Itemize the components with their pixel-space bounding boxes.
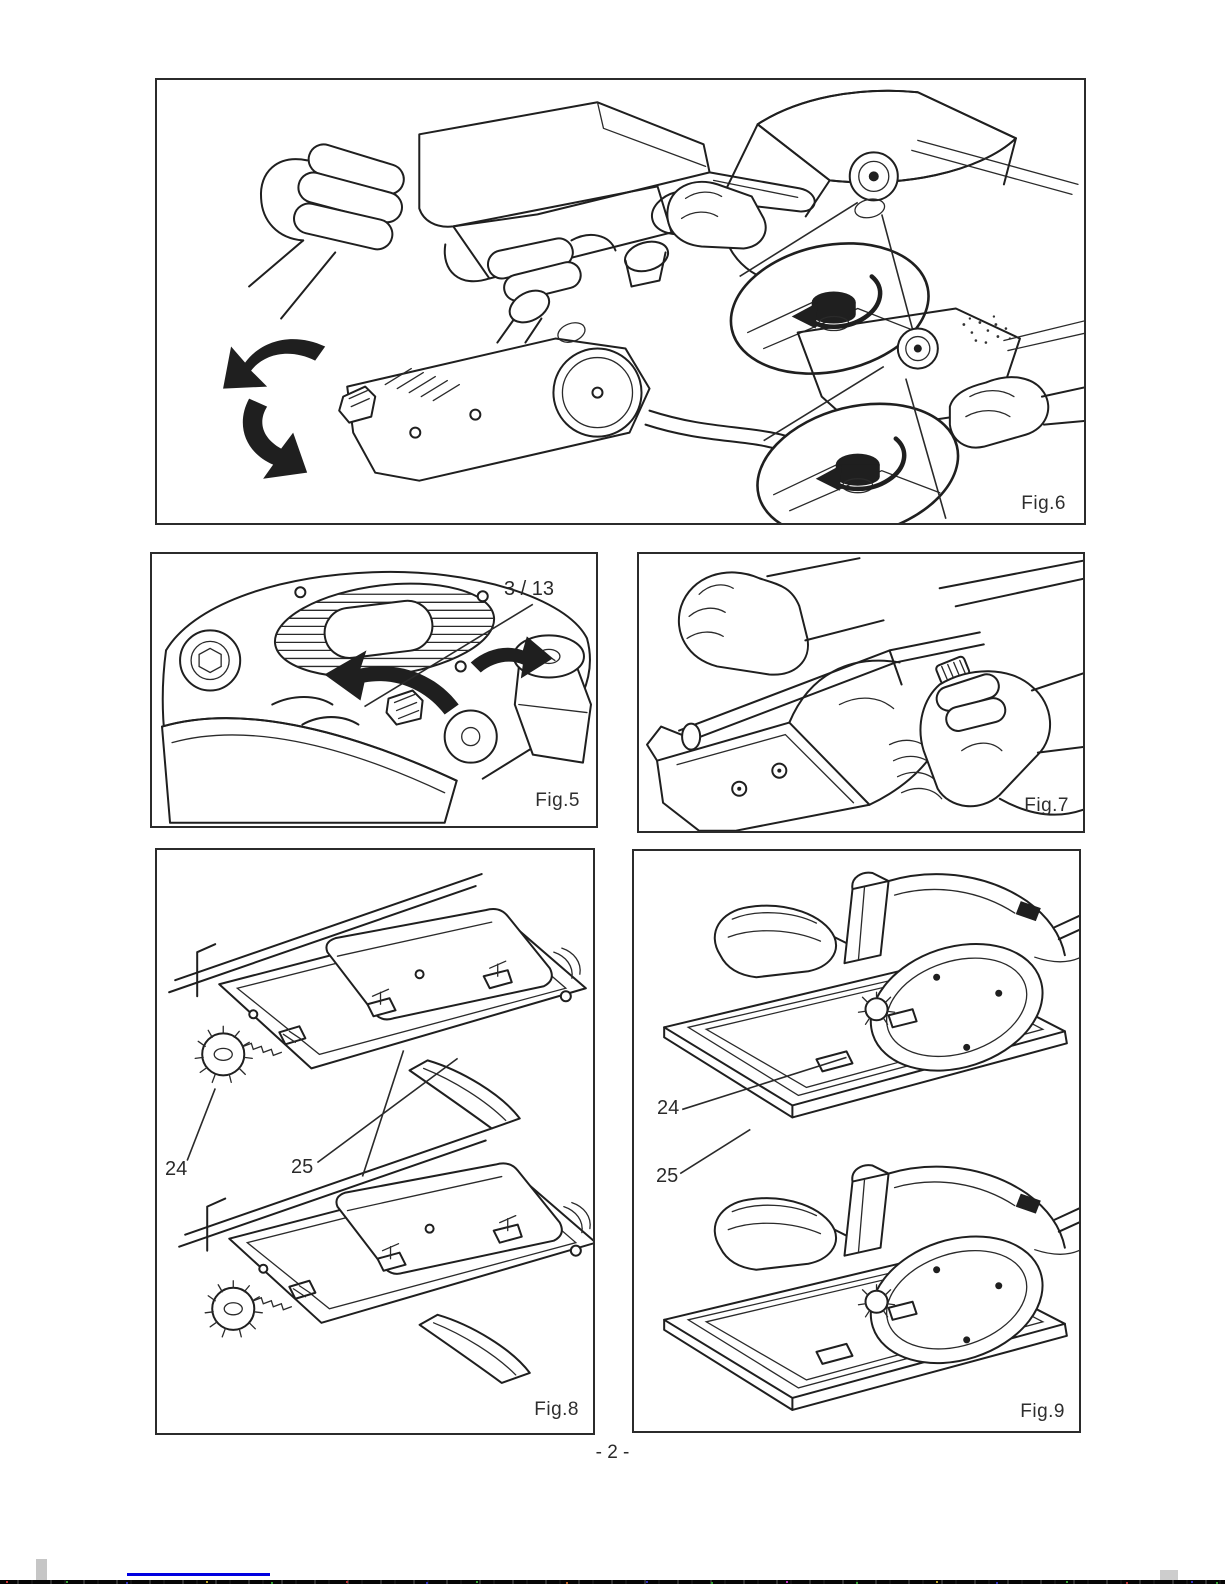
scan-artifact-blue-line [127,1573,270,1576]
sawdust-specks [962,315,1011,344]
fig8-line-art [157,850,593,1433]
fig8-label: Fig.8 [534,1399,579,1420]
figure-panel-fig5 [150,552,598,828]
fig6-label: Fig.6 [1021,493,1066,514]
fig5-part-callout: 3 / 13 [504,578,555,600]
fig5-label: Fig.5 [535,790,580,811]
figure-panel-fig6 [155,78,1086,525]
fig8-callout-24: 24 [165,1158,188,1180]
fig9-callout-25: 25 [656,1165,679,1187]
fig6-sander-tracking-adjust [223,284,806,480]
fig8-callout-25: 25 [291,1156,314,1178]
fig9-callout-24: 24 [657,1097,680,1119]
fig6-line-art [157,80,1084,523]
fig7-label: Fig.7 [1024,795,1069,816]
figure-panel-fig9 [632,849,1081,1433]
figure-panel-fig8 [155,848,595,1435]
scan-noise-specks [6,1581,8,1583]
fig9-line-art [634,851,1079,1431]
scan-artifact-edge-noise [0,1580,1225,1584]
page-number: - 2 - [595,1442,630,1463]
figure-panel-fig7 [637,552,1085,833]
fig9-label: Fig.9 [1020,1401,1065,1422]
fig7-line-art [639,554,1083,831]
